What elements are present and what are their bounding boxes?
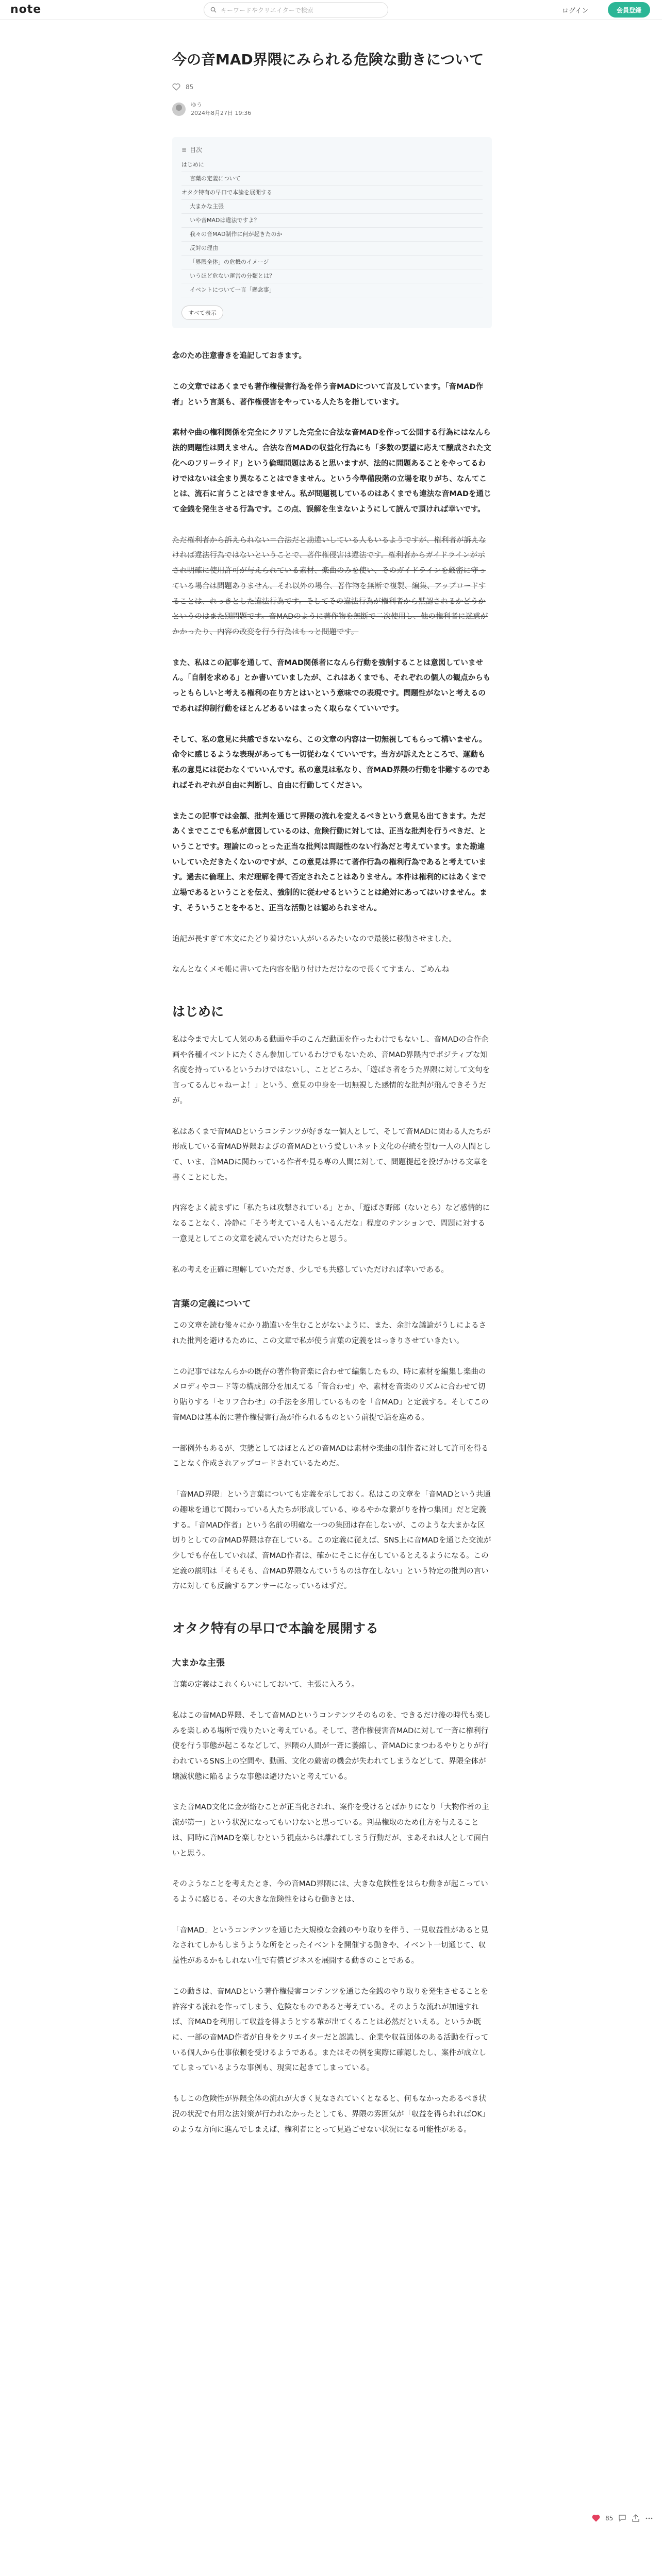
search-icon — [210, 7, 217, 13]
share-icon[interactable] — [632, 2514, 640, 2522]
floating-actions — [592, 2514, 653, 2522]
toc-item[interactable]: 反対の理由 — [181, 242, 483, 256]
body-paragraph: この文章ではあくまでも著作権侵害行為を伴う音MADについて言及しています。「音MAD作者」という言葉も、著作権侵害をやっている人たちを指しています。 — [172, 382, 484, 406]
comment-icon[interactable] — [618, 2514, 626, 2522]
toc-item[interactable]: 大まかな主張 — [181, 200, 483, 214]
search-placeholder: キーワードやクリエイターで検索 — [221, 6, 313, 14]
subsection-heading: 大まかな主張 — [172, 1658, 225, 1669]
struck-paragraph: ただ権利者から訴えられない＝合法だと勘違いしている人もいるようですが、権利者が訴えなければ違法行為ではないということで、著作権侵害は違法です。権利者からガイドラインが示され明確に使用許可が与えられている素材、楽曲のみを使い、そのガイドラインを厳密に守っている場合は問題ありません。それ以外の場合、著作物を無断で複製、編集、アップロードすることは、れっきとした違法行為です。そしてその違法行為が権利者から黙認されるかどうかというのはまた別問題です。音MADのように著作物を無断で二次使用し、他の権利者に迷惑がかかったり、内容の改変を行う行為はもっと問題です。 — [172, 536, 488, 637]
heart-icon[interactable] — [592, 2514, 600, 2522]
signup-button[interactable]: 会員登録 — [608, 2, 650, 18]
body-paragraph: もしこの危険性が界隈全体の流れが大きく見なされていくとなると、何もなかったあるべき状況の状況で有用な法対策が行われなかったとしても、界隈の雰囲気が「収益を得られればOK」のような方向に進んでしまえば、権利者にとって見過ごせない状況になる可能性がある。 — [172, 2095, 490, 2134]
toc-item[interactable]: オタク特有の早口で本論を展開する — [181, 186, 483, 200]
table-of-contents — [172, 137, 492, 328]
like-count: 85 — [186, 83, 194, 91]
body-paragraph: なんとなくメモ帳に書いてた内容を貼り付けただけなので長くてすまん、ごめんね — [172, 965, 450, 974]
body-paragraph: 内容をよく読まずに「私たちは攻撃されている」とか、「遊ばさ野郎（ないとら）など感情的になることなく、冷静に「そう考えている人もいるんだな」程度のテンションで、問題に対する一意見としてこの文章を読んでいただけたらと思う。 — [172, 1204, 490, 1243]
body-paragraph: そして、私の意見に共感できないなら、この文章の内容は一切無視してもらって構いません。命令に感じるような表現があっても一切従わなくていいです。当方が訴えたところで、運動も私の意見には従わなくていいんです。私の意見は私なり、音MAD界隈の行動を非難するのであればそれぞれが自由に判断し、自由に行動してください。 — [172, 735, 490, 790]
subsection-heading: 言葉の定義について — [172, 1299, 251, 1310]
login-link[interactable]: ログイン — [562, 7, 589, 15]
author-info — [172, 101, 492, 117]
toc-item[interactable]: はじめに — [181, 158, 483, 172]
search-box[interactable] — [204, 2, 388, 18]
body-paragraph: 一部例外もあるが、実態としてはほとんどの音MADは素材や楽曲の制作者に対して許可を得ることなく作成されアップロードされているためだ。 — [172, 1444, 489, 1468]
body-paragraph: また音MAD文化に金が絡むことが正当化されれ、案件を受けるとばかりになり「大物作者の主流が第一」という状況になってもいけないと思っている。判品権取のため仕方を与えることは、同時に音MADを楽しむという視点からは離れてしまう行動だが、まあそれは人として面白いと思う。 — [172, 1803, 489, 1858]
body-paragraph: 「音MAD」というコンテンツを通じた大規模な金銭のやり取りを伴う、一見収益性があると見なされてしかもしまうような所をとったイベントを開催する動きや、イベント一切通じて、収益性があるかもしれない仕で有償ビジネスを展開する動きのことである。 — [172, 1926, 488, 1965]
toc-item[interactable]: イベントについて一言「懸念事」 — [181, 283, 483, 297]
like-count: 85 — [605, 2514, 614, 2522]
article-title: 今の音MAD界隈にみられる危険な動きについて — [172, 51, 484, 68]
toc-show-all-button[interactable]: すべて表示 — [181, 306, 223, 320]
body-paragraph: また、私はこの記事を通して、音MAD関係者になんら行動を強制することは意図していません。「自制を求める」とか書いていましたが、これはあくまでも、それぞれの個人の観点からもっともらしいと考える権利の在り方とはいという意味での表現です。問題性がないと考えるのであれば抑制行動をほとんどあるいはまったく取らなくていいです。 — [172, 658, 491, 713]
like-area — [172, 83, 492, 91]
body-paragraph: 私はこの音MAD界隈、そして音MADというコンテンツそのものを、できるだけ後の時代も楽しみを楽しめる場所で残りたいと考えている。そして、著作権侵害音MADに対して一斉に権利行使を行う事態が起こるなどして、界隈の人間が一斉に萎縮し、音MADにまつわるやりとりが行われているSNS上の空間や、動画、文化の厳密の機会が失われてしまうなどして、界隈全体が壊滅状態に陥るような事態は避けたいと考えている。 — [172, 1711, 491, 1781]
section-heading: オタク特有の早口で本論を展開する — [172, 1621, 379, 1636]
top-navigation-bar — [0, 0, 662, 20]
toc-item[interactable]: 「界隈全体」の危機のイメージ — [181, 256, 483, 269]
toc-item[interactable]: いうほど危ない運営の分類とは？ — [181, 269, 483, 283]
body-paragraph: この動きは、音MADという著作権侵害コンテンツを通じた金銭のやり取りを発生させることを許容する流れを作ってしまう、危険なものであると考えている。そのような流れが加速すれば、音MADを利用して収益を得ようとする輩が出てくることは必然だといえる。というか既に、一部の音MAD作者が自身をクリエイターだと認識し、企業や収益団体のある活動を行っている個人から仕事依頼を受けるようである。またはその例を実際に確認したし、案件が成立してしまっているような事例も、現実に起きてしまっている。 — [172, 1987, 489, 2073]
notice-paragraph: 念のため注意書きを追記しておきます。 — [172, 352, 306, 361]
toc-item[interactable]: 我々の音MAD制作に何が起きたのか — [181, 228, 483, 242]
body-paragraph: 私は今まで大して人気のある動画や手のこんだ動画を作ったわけでもないし、音MADの合作企画や各種イベントにたくさん参加しているわけでもないため、音MAD界隈内でポジティブな知名度を持っているというわけではないし、ことどころか、「遊ばさ者をうた界隈に対して文句を言ってるんじゃねーよ！」という、意見の中身を一切無視した感情的な批判が飛んできそうだが。 — [172, 1035, 490, 1105]
body-paragraph: 素材や曲の権利関係を完全にクリアした完全に合法な音MADを作って公開する行為にはなんら法的問題性は問えません。合法な音MADの収益化行為にも「多数の要望に応えて醸成された文化へのフリーライド」という倫理問題はあると思いますが、法的に問題あることをやってるわけではないは全まり異なることはできません。という今準備段階の立場を取りがち、なんてことは、流石に言うことはできません。私が問題視しているのはあくまでも違法な音MADを通じて金銭を発生させる行為です。この点、誤解を生まないようにして読んで頂ければ幸いです。 — [172, 429, 491, 514]
toc-item[interactable]: 言葉の定義について — [181, 172, 483, 186]
body-paragraph: またこの記事では金額、批判を通じて界隈の流れを変えるべきという意見も出てきます。ただあくまでここでも私が意図しているのは、危険行動に対しては、正当な批判を行うべきだ、ということです。理論にのっとった正当な批判は問題性のない行為だと考えています。また勘違いしていただきたくないのですが、この意見は界にて著作行為の権利行為であると考えています。過去に倫理上、未だ理解を得て否定されたことはありません。本件は権利的にはあくまで立場であるということを伝え、強制的に従わせるということは絶対にあってはいけません。ます、そういうことをやると、正当な活動とは認められません。 — [172, 812, 487, 912]
more-icon[interactable] — [645, 2514, 653, 2522]
avatar[interactable] — [172, 103, 186, 116]
body-paragraph: この文章を読む後々にかり勘違いを生むことがないように、また、余計な議論がうしによるされた批判を避けるために、この文章で私が使う言葉の定義をはっきりさせていきたい。 — [172, 1321, 486, 1346]
author-name[interactable]: ゆう — [191, 101, 202, 109]
heart-icon[interactable] — [172, 83, 180, 91]
note-logo[interactable]: note — [10, 3, 42, 16]
post-date: 2024年8月27日 19:36 — [191, 110, 252, 117]
body-paragraph: 追記が長すぎて本文にたどり着けない人がいるみたいなので最後に移動させました。 — [172, 935, 456, 943]
toc-heading: ≡ 目次 — [181, 146, 203, 154]
body-paragraph: 「音MAD界隈」という言葉についても定義を示しておく。私はこの文章を「音MADという共通の趣味を通じて関わっている人たちが形成している、ゆるやかな繋がりを持つ集団」だと定義する。「音MAD作者」という名前の明確な一つの集団は存在しないが、このような大まかな区切りとしての音MAD界隈は存在している。この定義に従えば、SNS上に音MADを通じた交流が少しでも存在していれば、音MAD作者は、確かにそこに存在しているとえるようになる。この定義の説明は「そもそも、音MAD界隈なんていうものは存在しない」という特定の批判の言い方に対しても反論するアンサーになっているはずだ。 — [172, 1490, 491, 1591]
body-paragraph: そのようなことを考えたとき、今の音MAD界隈には、大きな危険性をはらむ動きが起こっているように感じる。その大きな危険性をはらむ動きとは、 — [172, 1880, 488, 1904]
body-paragraph: この記事ではなんらかの既存の著作物音楽に合わせて編集したもの、時に素材を編集し楽曲のメロディやコード等の構成部分を加えてる「音合わせ」や、素材を音楽のリズムに合わせて切り貼りする「セリフ合わせ」の手法を多用しているものを「音MAD」と定義する。そしてこの音MADは基本的に著作権侵害行為が作られるものという前提で話を進める。 — [172, 1367, 489, 1422]
list-icon: ≡ — [181, 146, 187, 154]
body-paragraph: 言葉の定義はこれくらいにしておいて、主張に入ろう。 — [172, 1681, 359, 1689]
body-paragraph: 私はあくまで音MADというコンテンツが好きな一個人として、そして音MADに関わる人たちが形成している音MAD界隈およびの音MADという愛しいネット文化の存続を望む一人の人間として、いま、音MADに関わっている作者や見る専の人間に対して、問題提起を投げかける文章を書くことにした。 — [172, 1127, 491, 1182]
article — [172, 48, 492, 2153]
section-heading: はじめに — [172, 1004, 224, 1019]
body-paragraph: 私の考えを正確に理解していただき、少しでも共感していただければ幸いである。 — [172, 1265, 449, 1274]
toc-item[interactable]: いや音MADは違法ですよ？ — [181, 214, 483, 228]
